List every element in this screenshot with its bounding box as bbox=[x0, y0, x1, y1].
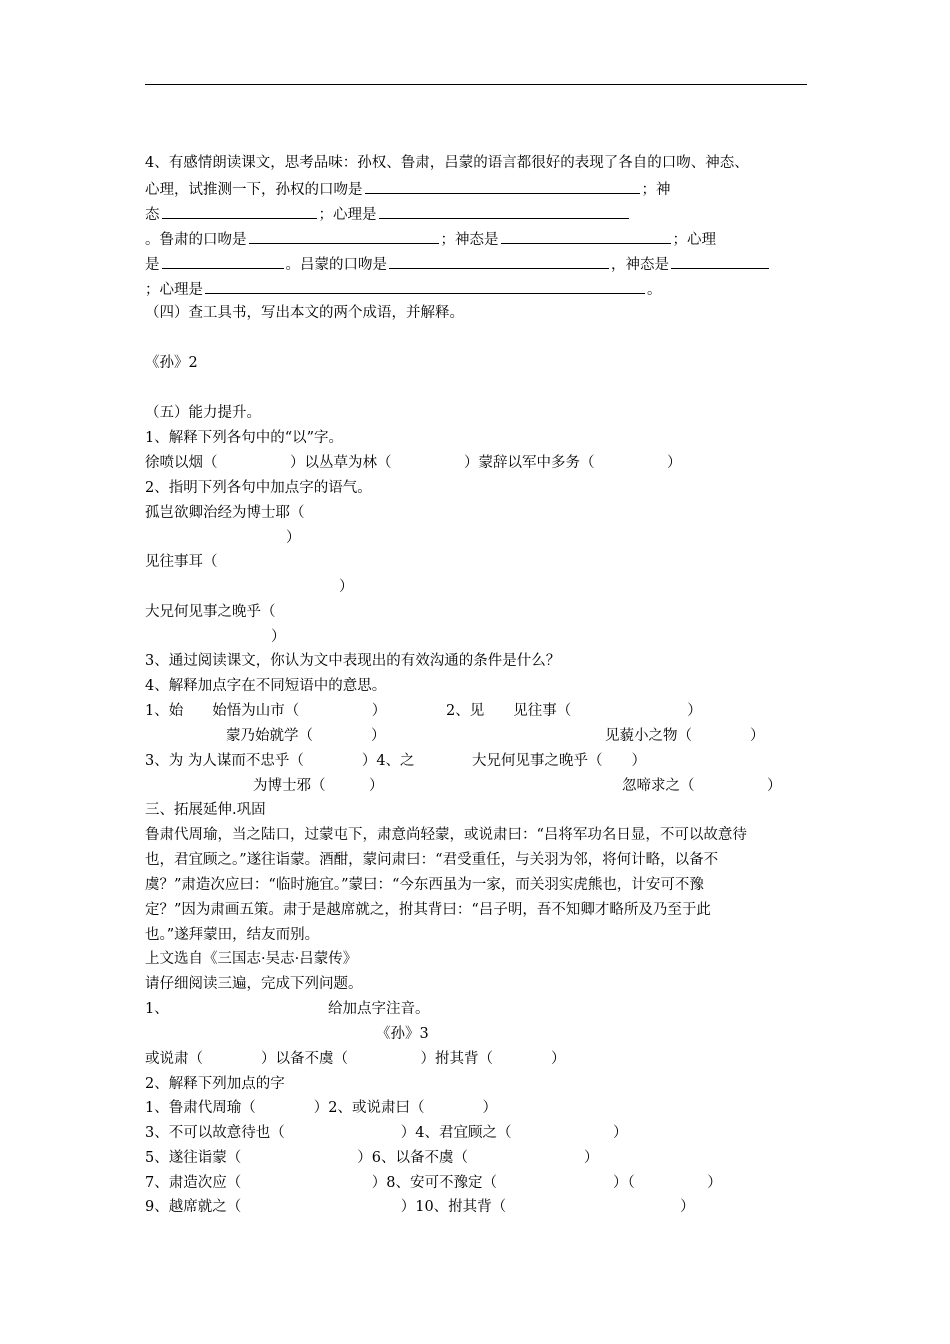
word-item: 蒙乃始就学（ ） bbox=[226, 728, 386, 744]
text: 态 bbox=[145, 207, 160, 223]
passage-line: 定？”因为肃画五策。肃于是越席就之，拊其背曰：“吕子明，吾不知卿才略所及乃至于此 bbox=[145, 902, 711, 918]
answer-blank[interactable] bbox=[671, 254, 769, 269]
word-row: 3、不可以故意待也（ ）4、君宜顾之（ ） bbox=[145, 1125, 628, 1141]
question-1-items: 徐喷以烟（ ）以丛草为林（ ）蒙辞以军中多务（ ） bbox=[145, 455, 682, 471]
instruction: 请仔细阅读三遍，完成下列问题。 bbox=[145, 976, 363, 992]
header-rule bbox=[145, 84, 807, 85]
q4-line-4 bbox=[145, 229, 716, 249]
question-2: 2、指明下列各句中加点字的语气。 bbox=[145, 480, 372, 496]
passage-line: 鲁肃代周瑜，当之陆口，过蒙屯下，肃意尚轻蒙，或说肃曰：“吕将军功名日显，不可以故意待 bbox=[145, 827, 747, 843]
word-row: 5、遂往诣蒙（ ）6、以备不虞（ ） bbox=[145, 1150, 599, 1166]
section-3-title: 三、拓展延伸.巩固 bbox=[145, 802, 266, 818]
answer-blank[interactable] bbox=[501, 229, 671, 244]
word-item: 大兄何见事之晚乎（ ） bbox=[472, 753, 646, 769]
text: ；心理是 bbox=[318, 207, 377, 223]
q4-line-5 bbox=[145, 254, 771, 274]
closing-paren: ） bbox=[271, 629, 286, 645]
text: 心理，试推测一下，孙权的口吻是 bbox=[145, 182, 363, 198]
word-item: 见藐小之物（ ） bbox=[605, 728, 765, 744]
question-2: 2、解释下列加点的字 bbox=[145, 1076, 285, 1092]
question-1-text: 给加点字注音。 bbox=[328, 1001, 430, 1017]
text: ，神态是 bbox=[611, 257, 669, 273]
answer-blank[interactable] bbox=[379, 204, 629, 219]
text: 4、有感情朗读课文，思考品味：孙权、鲁肃，吕蒙的语言都很好的表现了各自的口吻、神态、 bbox=[145, 155, 749, 171]
question-1: 1、解释下列各句中的“以”字。 bbox=[145, 430, 344, 446]
question-2-sentence-2: 见往事耳（ bbox=[145, 554, 218, 570]
word-item: 为博士邪（ ） bbox=[253, 778, 384, 794]
answer-blank[interactable] bbox=[162, 204, 317, 219]
text: 。鲁肃的口吻是 bbox=[145, 232, 247, 248]
closing-paren: ） bbox=[286, 530, 301, 546]
text: ；神态是 bbox=[440, 232, 499, 248]
answer-blank[interactable] bbox=[249, 229, 439, 244]
page-footer-2: 《孙》2 bbox=[145, 355, 198, 371]
section-4-title: （四）查工具书，写出本文的两个成语，并解释。 bbox=[145, 305, 464, 321]
question-number: 1、 bbox=[145, 1001, 169, 1017]
answer-blank[interactable] bbox=[162, 254, 284, 269]
source-note: 上文选自《三国志·吴志·吕蒙传》 bbox=[145, 951, 358, 967]
answer-blank[interactable] bbox=[365, 179, 640, 194]
section-5-title: （五）能力提升。 bbox=[145, 405, 261, 421]
word-row: 7、肃造次应（ ）8、安可不豫定（ ）（ ） bbox=[145, 1175, 722, 1191]
text: 。 bbox=[647, 282, 662, 298]
passage-line: 也。”遂拜蒙田，结友而别。 bbox=[145, 927, 320, 943]
answer-blank[interactable] bbox=[205, 279, 645, 294]
word-row: 9、越席就之（ ）10、拊其背（ ） bbox=[145, 1199, 695, 1215]
word-item: 2、见 见往事（ ） bbox=[446, 703, 702, 719]
question-3: 3、通过阅读课文，你认为文中表现出的有效沟通的条件是什么？ bbox=[145, 653, 561, 669]
passage-line: 也，君宜顾之。”遂往诣蒙。酒酣，蒙问肃曰：“君受重任，与关羽为邻，将何计略，以备不 bbox=[145, 852, 719, 868]
word-item: 1、始 始悟为山市（ ） bbox=[145, 703, 387, 719]
q4-line-1 bbox=[145, 154, 749, 172]
word-item: 3、为 为人谋而不忠乎（ ）4、之 bbox=[145, 753, 415, 769]
q4-line-6 bbox=[145, 279, 662, 299]
question-4: 4、解释加点字在不同短语中的意思。 bbox=[145, 678, 387, 694]
q4-line-2 bbox=[145, 179, 671, 199]
passage-line: 虞？”肃造次应曰：“临时施宜。”蒙曰：“今东西虽为一家，而关羽实虎熊也，计安可不豫 bbox=[145, 877, 704, 893]
pinyin-items: 或说肃（ ）以备不虞（ ）拊其背（ ） bbox=[145, 1051, 566, 1067]
text: ；神 bbox=[641, 182, 671, 198]
text: 是 bbox=[145, 257, 160, 273]
text: 。吕蒙的口吻是 bbox=[285, 257, 387, 273]
question-2-sentence-1: 孤岂欲卿治经为博士耶（ bbox=[145, 505, 305, 521]
word-item: 忽啼求之（ ） bbox=[622, 778, 782, 794]
word-row: 1、鲁肃代周瑜（ ）2、或说肃曰（ ） bbox=[145, 1100, 497, 1116]
page-footer-3: 《孙》3 bbox=[376, 1026, 429, 1042]
answer-blank[interactable] bbox=[389, 254, 609, 269]
q4-line-3 bbox=[145, 204, 631, 224]
text: ；心理是 bbox=[145, 282, 203, 298]
text: ；心理 bbox=[672, 232, 716, 248]
closing-paren: ） bbox=[339, 579, 354, 595]
question-2-sentence-3: 大兄何见事之晚乎（ bbox=[145, 604, 276, 620]
